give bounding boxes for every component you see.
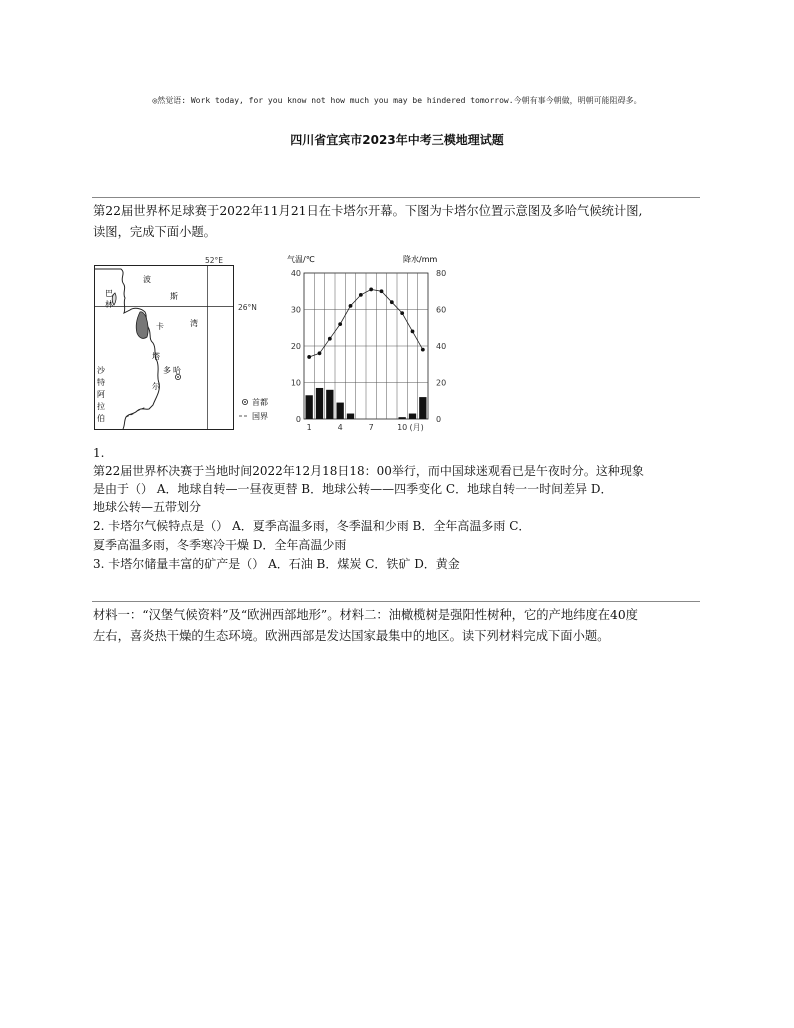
right-tick-label: 0 (436, 415, 442, 424)
legend-capital-dot (244, 401, 246, 403)
x-unit-label: (月) (409, 423, 424, 432)
label-ka: 卡 (156, 322, 164, 331)
label-wan: 湾 (190, 319, 198, 328)
section2-divider (92, 601, 700, 602)
precipitation-bar (419, 397, 426, 419)
label-bo: 波 (143, 275, 151, 284)
left-tick-label: 30 (290, 305, 301, 315)
q1-number: 1. (93, 446, 105, 460)
label-la: 拉 (97, 402, 105, 411)
precipitation-bar (306, 395, 313, 419)
precipitation-bar (409, 414, 416, 419)
label-te: 特 (97, 378, 105, 387)
temperature-point (411, 330, 415, 334)
precipitation-bar (316, 388, 323, 419)
temperature-point (328, 337, 332, 341)
temperature-point (380, 289, 384, 293)
label-ha: 哈 (173, 366, 181, 375)
precipitation-bar (347, 414, 354, 419)
label-si: 斯 (170, 292, 178, 301)
lon-label: 52°E (205, 256, 224, 265)
page-title: 四川省宜宾市2023年中考三模地理试题 (290, 133, 504, 147)
material-line-2: 左右，喜炎热干燥的生态环境。欧洲西部是发达国家最集中的地区。读下列材料完成下面小题。 (93, 629, 610, 643)
doha-capital-dot (177, 376, 179, 378)
right-tick-label: 20 (436, 378, 447, 388)
right-tick-label: 40 (436, 342, 447, 351)
temperature-point (349, 304, 353, 308)
temperature-point (390, 300, 394, 304)
label-ta: 塔 (152, 352, 160, 361)
q2-line-2: 夏季高温多雨，冬季寒冷干燥 D．全年高温少雨 (93, 538, 347, 552)
label-lin: 林 (105, 300, 113, 309)
label-duo: 多 (163, 366, 171, 375)
x-tick-label: 7 (368, 423, 374, 432)
label-bai: 伯 (97, 414, 105, 423)
left-tick-label: 40 (290, 269, 301, 278)
x-tick-label: 4 (337, 423, 343, 432)
q1-line-2: 是由于（） A．地球自转—一昼夜更替 B．地球公转——四季变化 C．地球自转一一时间差异 D． (93, 482, 613, 496)
left-tick-label: 20 (290, 342, 301, 351)
lat-label: 26°N (238, 303, 257, 312)
temperature-point (369, 288, 373, 292)
temperature-point (400, 311, 404, 315)
q1-line-1: 第22届世界杯决赛于当地时间2022年12月18日18：00举行，而中国球迷观看已是午夜时分。这种现象 (93, 464, 644, 478)
left-axis-title: 气温/℃ (287, 255, 315, 264)
section1-divider (92, 197, 700, 198)
temperature-point (338, 322, 342, 326)
temperature-point (421, 348, 425, 352)
material-line-1: 材料一：“汉堡气候资料”及“欧洲西部地形”。材料二：油橄榄树是强阳性树种，它的产地纬度在40度 (93, 608, 638, 622)
intro-line-2: 读图，完成下面小题。 (93, 225, 216, 239)
intro-line-1: 第22届世界杯足球赛于2022年11月21日在卡塔尔开幕。下图为卡塔尔位置示意图及多哈气候统计图, (93, 204, 643, 218)
right-axis-title: 降水/mm (403, 255, 438, 264)
right-tick-label: 80 (436, 269, 447, 278)
temperature-point (307, 355, 311, 359)
precipitation-bar (337, 403, 344, 419)
x-tick-label: 1 (306, 423, 312, 432)
temperature-point (359, 293, 363, 297)
section1-intro (93, 201, 699, 243)
doha-climate-chart (283, 252, 453, 435)
precipitation-bar (399, 417, 406, 419)
left-tick-label: 10 (290, 378, 301, 388)
q3-line-1: 3. 卡塔尔储量丰富的矿产是（） A．石油 B．煤炭 C．铁矿 D．黄金 (93, 557, 460, 571)
right-tick-label: 60 (436, 305, 447, 315)
qatar-location-map (93, 255, 276, 435)
left-tick-label: 0 (295, 415, 301, 424)
precipitation-bar (326, 390, 333, 419)
legend-border-label: 国界 (252, 412, 268, 421)
temperature-point (318, 351, 322, 355)
q1-line-3: 地球公转—五带划分 (93, 500, 202, 514)
label-a: 阿 (97, 390, 105, 399)
label-er: 尔 (152, 382, 160, 391)
label-sha: 沙 (97, 366, 105, 375)
legend-capital-label: 首都 (252, 398, 268, 407)
motto-line: ◎然觉语: Work today, for you know not how much you may be hindered tomorrow.今朝有事今朝做，明朝可能阻碍多。 (152, 96, 642, 105)
section2-material (93, 605, 699, 647)
label-ba: 巴 (105, 289, 113, 298)
q2-line-1: 2. 卡塔尔气候特点是（） A．夏季高温多雨，冬季温和少雨 B．全年高温多雨 C． (93, 519, 531, 533)
x-tick-label: 10 (397, 423, 408, 432)
